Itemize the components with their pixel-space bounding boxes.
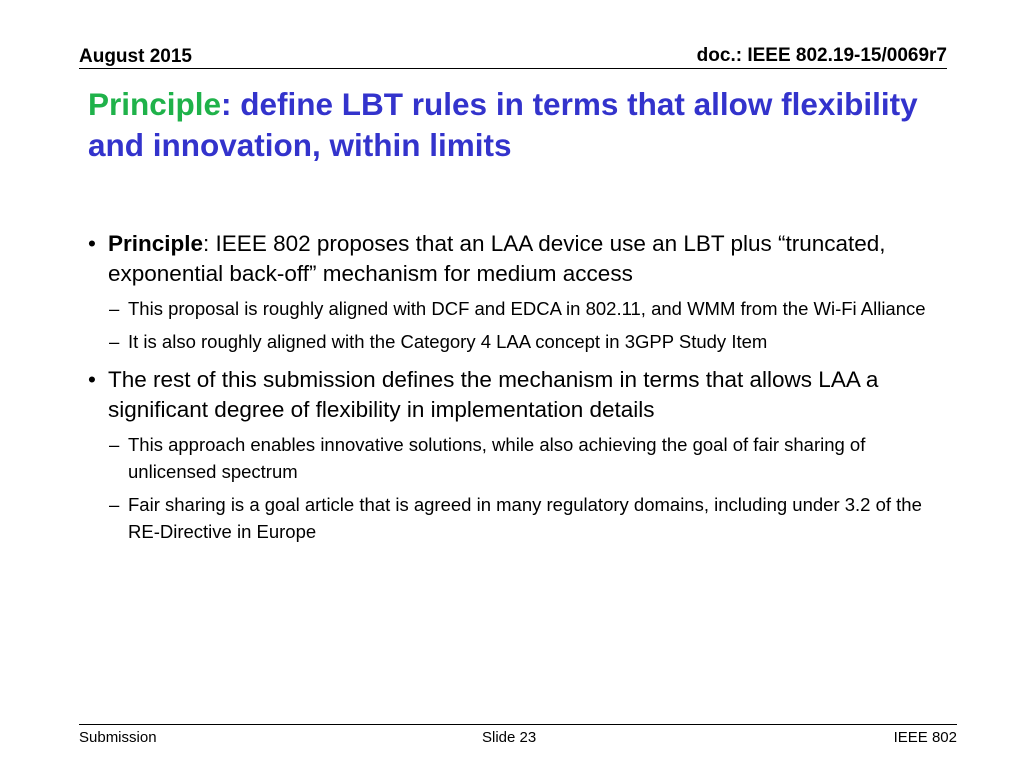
- footer-org: IEEE 802: [893, 729, 957, 746]
- dash-marker: –: [109, 331, 120, 352]
- dash-marker: –: [109, 434, 120, 455]
- slide-title: [88, 84, 948, 166]
- dash-marker: –: [109, 298, 120, 319]
- footer-divider: [79, 724, 957, 725]
- bullet-1-sub-1: [88, 295, 948, 322]
- bullet-2: [88, 365, 948, 425]
- dash-marker: –: [109, 494, 120, 515]
- bullet-2-sub-2-text: Fair sharing is a goal article that is agreed in many regulatory domains, including under 3.2 of the RE-Directive in Europe: [128, 494, 922, 542]
- bullet-1-text: : IEEE 802 proposes that an LAA device use an LBT plus “truncated, exponential back-off” mechanism for medium access: [108, 231, 886, 286]
- header-date: August 2015: [79, 46, 192, 67]
- bullet-2-sub-2: [88, 491, 948, 545]
- title-rest: : define LBT rules in terms that allow flexibility and innovation, within limits: [88, 86, 918, 163]
- slide-content: [88, 229, 948, 545]
- bullet-2-text: The rest of this submission defines the mechanism in terms that allows LAA a significant degree of flexibility in implementation details: [108, 367, 879, 422]
- title-accent: Principle: [88, 86, 222, 122]
- header-doc-id: doc.: IEEE 802.19-15/0069r7: [696, 45, 947, 66]
- bullet-1: [88, 229, 948, 289]
- footer-slide-number: Slide 23: [482, 729, 537, 746]
- bullet-1-sub-2-text: It is also roughly aligned with the Category 4 LAA concept in 3GPP Study Item: [128, 331, 768, 352]
- header-divider: [79, 68, 947, 69]
- footer-submission: Submission: [79, 729, 157, 746]
- bullet-1-bold: Principle: [108, 231, 204, 256]
- bullet-1-sub-1-text: This proposal is roughly aligned with DCF and EDCA in 802.11, and WMM from the Wi-Fi Alliance: [128, 298, 926, 319]
- bullet-2-sub-1-text: This approach enables innovative solutions, while also achieving the goal of fair sharing of unlicensed spectrum: [128, 434, 866, 482]
- bullet-marker: •: [88, 367, 96, 392]
- bullet-marker: •: [88, 231, 96, 256]
- bullet-1-sub-2: [88, 328, 948, 355]
- bullet-2-sub-1: [88, 431, 948, 485]
